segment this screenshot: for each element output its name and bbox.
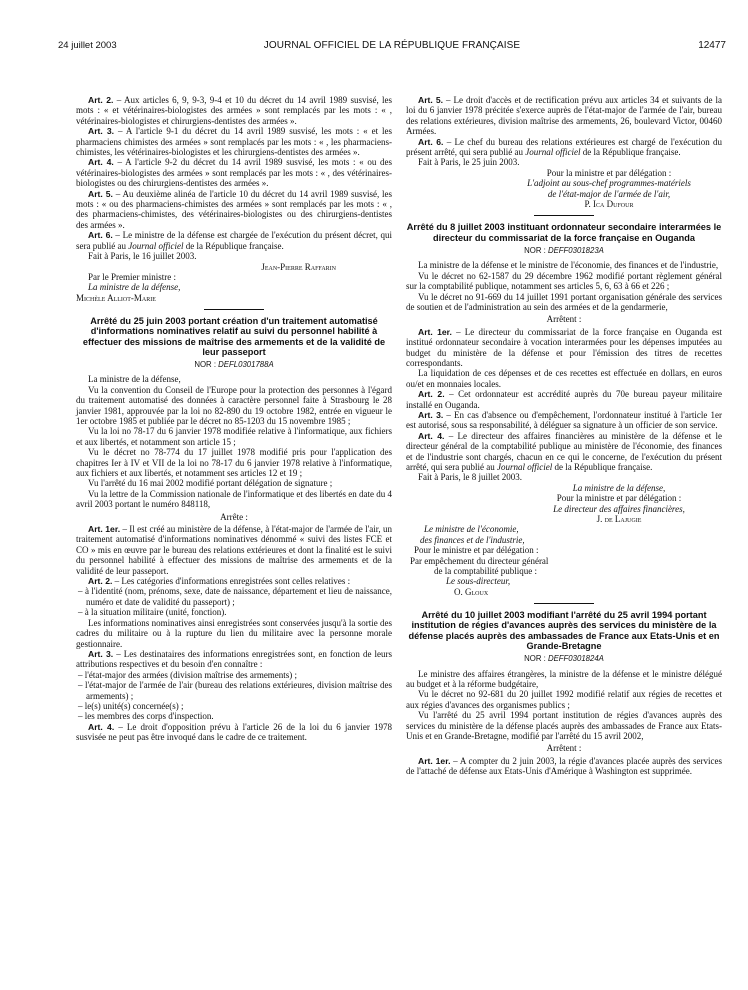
list-item: – le(s) unité(s) concernée(s) ;	[78, 700, 184, 711]
right-column	[406, 95, 722, 777]
paragraph: Le ministre des affaires étrangères, la ministre de la défense et le ministre délégué au budget et à la réforme budgétaire,	[406, 668, 722, 689]
article-4: Art. 4. – Le directeur des affaires financières au ministère de la défense et le directeur général de la comptabilité publique au ministère de l'économie, des finances et de l'industrie sont chargés, chacun en ce qui le concerne, de l'exécution du présent arrêté, qui sera publié au Journal officiel de la République française.	[406, 430, 722, 472]
article-4: Art. 4. – Le droit d'opposition prévu à l'article 26 de la loi du 6 janvier 1978 susvisée ne peut pas être invoqué dans le cadre de ce traitement.	[76, 721, 392, 743]
article-5: Art. 5. – Le droit d'accès et de rectification prévu aux articles 34 et suivants de la loi du 6 janvier 1978 précitée s'exerce auprès de l'état-major de l'armée de l'air, bureau des relations extérieures, division maîtrise des armements, 26, boulevard Victor, 00460 Armées.	[406, 95, 723, 137]
paragraph: La ministre de la défense et le ministre de l'économie, des finances et de l'industrie,	[418, 260, 719, 271]
paragraph: Vu l'arrêté du 25 avril 1994 portant institution de régies d'avances auprès des services du ministère de la défense placés auprès des ambassades de France aux Etats-Unis et en Grande-Bretagne, modifié par l'arrêté du 15 avril 2002,	[406, 710, 722, 741]
article-3: Art. 3. – A l'article 9-1 du décret du 14 avril 1989 susvisé, les mots : « et les pharmaciens chimistes des armées » sont remplacés par les mots : « , les pharmaciens-chimistes, les vétérinaires-biologistes et les chirurgiens-dentistes des armées ».	[76, 126, 392, 158]
delegation-line: de la comptabilité publique :	[434, 566, 537, 577]
article-4: Art. 4. – A l'article 9-2 du décret du 14 avril 1989 susvisé, les mots : « ou des vétérinaires-biologistes des armées » sont remplacés par les mots : « , des vétérinaires-biologistes ou des chirurgiens-dentistes des armées ».	[76, 157, 392, 189]
signer-role: Le directeur des affaires financières,	[553, 503, 685, 514]
signer-name: P. Ica Dufour	[584, 199, 634, 210]
delegation-line: Pour le ministre et par délégation :	[414, 545, 539, 556]
signer-role: Le ministre de l'économie,	[424, 524, 519, 535]
separator	[534, 603, 594, 604]
fait-a-paris: Fait à Paris, le 25 juin 2003.	[418, 157, 520, 168]
signer-name: J. de Lajugie	[596, 514, 642, 525]
list-item: – à l'identité (nom, prénoms, sexe, date de naissance, département et lieu de naissance, numéro et date de validité du passeport) ;	[78, 586, 392, 607]
delegation-line: Pour la ministre et par délégation :	[556, 493, 682, 504]
article-2: Art. 2. – Les catégories d'informations enregistrées sont celles relatives :	[88, 576, 351, 587]
arrete-title: Arrêté du 10 juillet 2003 modifiant l'arrêté du 25 avril 1994 portant institution de régies d'avances auprès des services du ministère de la défense placés auprès des ambassades de France aux Etats-Unis et en Grande-Bretagne	[408, 610, 720, 651]
paragraph: La liquidation de ces dépenses et de ces recettes est effectuée en dollars, en euros ou/et en monnaies locales.	[406, 368, 722, 389]
paragraph: La ministre de la défense,	[88, 374, 181, 385]
signer-role: des finances et de l'industrie,	[420, 534, 525, 545]
signer-role: La ministre de la défense,	[572, 482, 666, 493]
article-2: Art. 2. – Aux articles 6, 9, 9-3, 9-4 et 10 du décret du 14 avril 1989 susvisé, les mots : « et vétérinaires-biologistes des armées » sont remplacés par les mots : « , vétérinaires-biologistes et chirurgiens-dentistes des armées ».	[76, 95, 393, 126]
separator	[204, 309, 264, 310]
signer-role: Le sous-directeur,	[446, 576, 511, 587]
delegation-line: Par empêchement du directeur général	[410, 555, 549, 566]
paragraph: Vu la convention du Conseil de l'Europe pour la protection des personnes à l'égard du traitement automatisé des données à caractère personnel faite à Strasbourg le 28 janvier 1981, approuvée par la loi no 82-890 du 19 octobre 1982, entrée en vigueur le 1er octobre 1985 et publiée par le décret no 85-1203 du 15 novembre 1985 ;	[76, 384, 392, 426]
nor-reference: NOR : DEFL0301788A	[194, 359, 274, 369]
paragraph: Vu l'arrêté du 16 mai 2002 modifié portant délégation de signature ;	[88, 478, 333, 489]
left-column	[76, 95, 392, 743]
article-3: Art. 3. – Les destinataires des informations enregistrées sont, en fonction de leurs attributions respectives et du besoin d'en connaître :	[76, 648, 392, 670]
nor-reference: NOR : DEFF0301823A	[524, 245, 604, 255]
delegation-line: Pour la ministre et par délégation :	[546, 167, 672, 178]
paragraph: Vu le décret no 92-681 du 20 juillet 1992 modifié relatif aux régies de recettes et aux régies d'avances des organismes publics ;	[406, 689, 722, 710]
signer-role: de l'état-major de l'armée de l'air,	[547, 188, 671, 199]
arretent-label: Arrêtent :	[546, 314, 582, 325]
par-le-premier-ministre: Par le Premier ministre :	[88, 271, 176, 282]
separator	[534, 215, 594, 216]
fait-a-paris: Fait à Paris, le 8 juillet 2003.	[418, 472, 522, 483]
article-2: Art. 2. – Cet ordonnateur est accrédité auprès du 70e bureau payeur militaire installé en Ouganda.	[406, 389, 722, 410]
article-1: Art. 1er. – Il est créé au ministère de la défense, à l'état-major de l'armée de l'air, un traitement automatisé d'informations nominatives dénommé « suivi des listes FCE et CO » mis en œuvre par le bureau des relations extérieures et dont la finalité est le suivi du personnel habilité à effectuer des missions de maîtrise des armements et de la validité de leur passeport.	[76, 524, 392, 576]
article-3: Art. 3. – En cas d'absence ou d'empêchement, l'ordonnateur institué à l'article 1er est autorisé, sous sa responsabilité, à déléguer sa signature à un officier de son service.	[406, 409, 723, 431]
arrete-label: Arrête :	[220, 511, 248, 522]
list-item: – à la situation militaire (unité, fonction).	[78, 607, 227, 618]
arrete-title: Arrêté du 25 juin 2003 portant création d'un traitement automatisé d'informations nominatives relatif au suivi du personnel habilité à effectuer des missions de maîtrise des armements et de la validité de leur passeport	[82, 316, 386, 357]
article-1: Art. 1er. – A compter du 2 juin 2003, la régie d'avances placée auprès des services de l'attaché de défense aux Etats-Unis d'Amérique à Washington est supprimée.	[406, 755, 722, 777]
nor-reference: NOR : DEFF0301824A	[524, 654, 604, 664]
arrete-title: Arrêté du 8 juillet 2003 instituant ordonnateur secondaire interarmées le directeur du commissariat de la force française en Ouganda	[406, 222, 722, 243]
journal-title: JOURNAL OFFICIEL DE LA RÉPUBLIQUE FRANÇAISE	[263, 40, 521, 51]
arretent-label: Arrêtent :	[546, 743, 582, 754]
page-number: 12477	[698, 40, 726, 51]
signer-name: Jean-Pierre Raffarin	[261, 261, 336, 272]
article-6: Art. 6. – Le chef du bureau des relations extérieures est chargé de l'exécution du présent arrêté, qui sera publié au Journal officiel de la République française.	[406, 136, 722, 158]
article-5: Art. 5. – Au deuxième alinéa de l'article 10 du décret du 14 avril 1989 susvisé, les mots : « ou des pharmaciens-chimistes des armées » sont remplacés par les mots : « , des pharmaciens-chimistes, des vétérinaires-biologistes ou des chirurgiens-dentistes des armées ».	[76, 188, 393, 230]
paragraph: Vu le décret no 91-669 du 14 juillet 1991 portant organisation générale des services de soutien et de l'administration au sein des armées et de la gendarmerie,	[406, 291, 722, 312]
paragraph: Les informations nominatives ainsi enregistrées sont conservées jusqu'à la sortie des cadres du militaire ou à la rupture du lien du militaire avec la personne morale gestionnaire.	[76, 617, 392, 649]
list	[76, 586, 392, 617]
signer-name: O. Gloux	[454, 586, 489, 597]
paragraph: Vu le décret no 62-1587 du 29 décembre 1962 modifié portant règlement général sur la comptabilité publique, notamment ses articles 5, 6, 63 à 66 et 226 ;	[406, 270, 722, 292]
list-item: – l'état-major des armées (division maîtrise des armements) ;	[78, 669, 298, 680]
paragraph: Vu le décret no 78-774 du 17 juillet 1978 modifié pris pour l'application des chapitres Ier à IV et VII de la loi no 78-17 du 6 janvier 1978 relative à l'informatique, aux fichiers et aux libertés, et notamment ses articles 12 et 19 ;	[76, 447, 392, 478]
paragraph: Vu la lettre de la Commission nationale de l'informatique et des libertés en date du 4 avril 2003 portant le numéro 848118,	[76, 488, 392, 510]
list	[76, 670, 392, 722]
page-header	[58, 40, 726, 56]
signer-role: L'adjoint au sous-chef programmes-matériels	[527, 178, 691, 189]
header-date: 24 juillet 2003	[58, 40, 117, 51]
article-1: Art. 1er. – Le directeur du commissariat de la force française en Ouganda est institué ordonnateur secondaire à vocation interarmées pour les dépenses imputées au budget du ministère de la défense et pour l'émission des titres de recettes correspondants.	[406, 326, 722, 368]
list-item: – l'état-major de l'armée de l'air (bureau des relations extérieures, division maîtrise des armements) ;	[78, 680, 392, 701]
minister-name: Michèle Alliot-Marie	[76, 292, 156, 303]
fait-a-paris: Fait à Paris, le 16 juillet 2003.	[88, 251, 197, 262]
list-item: – les membres des corps d'inspection.	[78, 711, 214, 722]
article-6: Art. 6. – Le ministre de la défense est chargée de l'exécution du présent décret, qui sera publié au Journal officiel de la République française.	[76, 230, 392, 251]
minister-role: La ministre de la défense,	[88, 282, 181, 293]
paragraph: Vu la loi no 78-17 du 6 janvier 1978 modifiée relative à l'informatique, aux fichiers et aux libertés, et notamment son article 15 ;	[76, 426, 392, 447]
